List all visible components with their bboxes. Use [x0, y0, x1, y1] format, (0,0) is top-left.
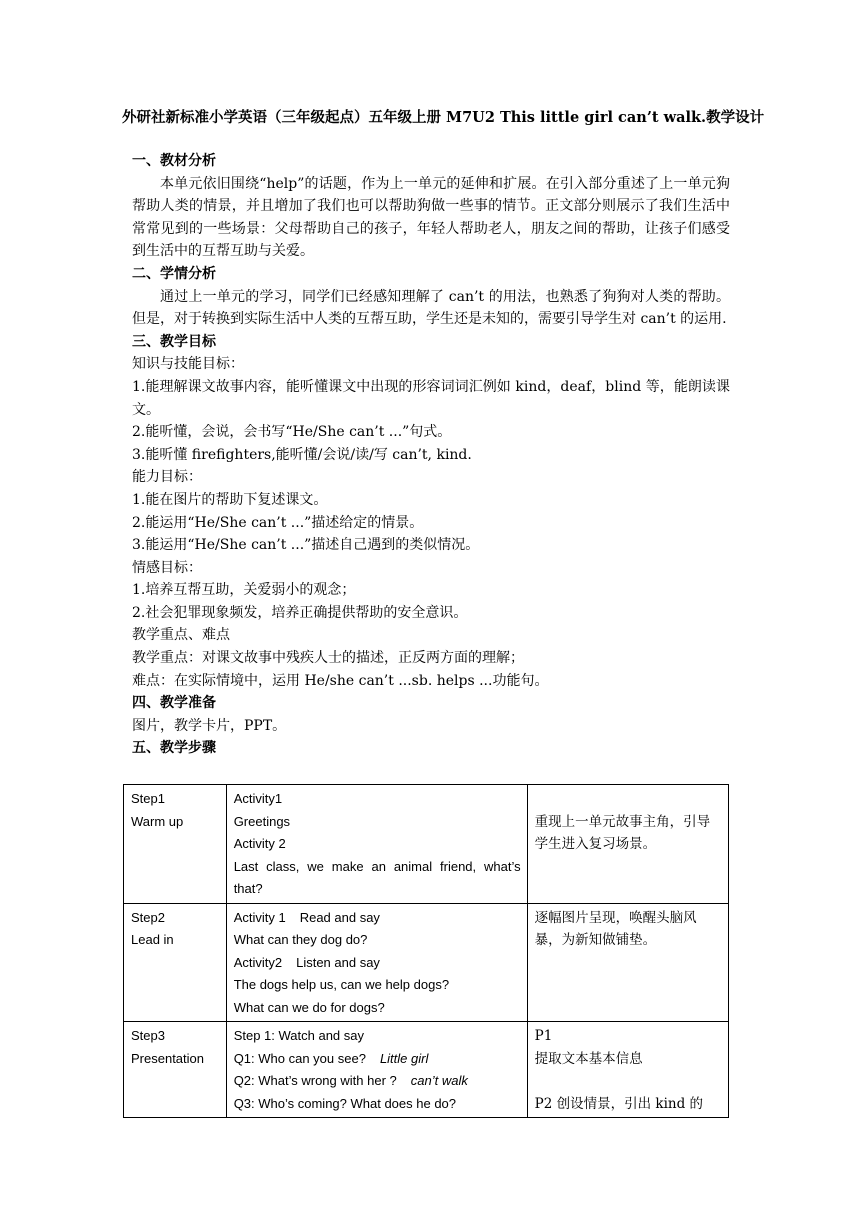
- document-body: [132, 150, 730, 760]
- activity-line: Read and say: [299, 909, 380, 925]
- knowledge-goal-3: 3.能听懂 firefighters,能听懂/会说/读/写 can’t, kind.: [132, 446, 472, 463]
- step-cell: [124, 785, 227, 904]
- note-text: 重现上一单元故事主角，引导学生进入复习场景。: [534, 813, 711, 852]
- section-heading-student-analysis: 二、学情分析: [132, 265, 216, 282]
- knowledge-goals-label: 知识与技能目标：: [132, 356, 244, 373]
- section-heading-preparation: 四、教学准备: [132, 695, 216, 712]
- activity-cell: [226, 1022, 527, 1118]
- table-row: [124, 785, 729, 904]
- activity-line: Activity 1: [233, 909, 286, 925]
- emotion-goal-1: 1.培养互帮互助，关爱弱小的观念；: [132, 582, 356, 599]
- teaching-focus: 教学重点：对课文故事中残疾人士的描述，正反两方面的理解；: [132, 650, 524, 667]
- step-stage: Lead in: [131, 932, 174, 947]
- activity-line: What can they dog do?: [233, 932, 368, 947]
- ability-goal-1: 1.能在图片的帮助下复述课文。: [132, 491, 328, 508]
- step-cell: [124, 1022, 227, 1118]
- section-heading-textbook-analysis: 一、教材分析: [132, 153, 216, 169]
- student-analysis-paragraph: 通过上一单元的学习，同学们已经感知理解了 can’t 的用法，也熟悉了狗狗对人类的帮助。但是，对于转换到实际生活中人类的互帮互助，学生还是未知的，需要引导学生对 can’t 的运用.: [132, 288, 730, 328]
- note-cell: [527, 903, 728, 1022]
- activity-line: What can we do for dogs?: [233, 999, 385, 1015]
- step-number: Step1: [131, 791, 165, 806]
- activity-line: Step 1: Watch and say: [233, 1028, 364, 1043]
- step-number: Step3: [131, 1028, 165, 1043]
- activity-answer: Little girl: [379, 1050, 429, 1066]
- activity-line: Q3: Who’s coming? What does he do?: [233, 1095, 457, 1111]
- activity-line: Listen and say: [296, 954, 380, 970]
- activity-cell: [226, 785, 527, 904]
- ability-goal-3: 3.能运用“He/She can’t ...”描述自己遇到的类似情况。: [132, 537, 480, 554]
- note-text: 提取文本基本信息: [534, 1050, 643, 1067]
- step-cell: [124, 903, 227, 1022]
- document-title: 外研社新标准小学英语（三年级起点）五年级上册 M7U2 This little girl can’t walk.教学设计: [122, 109, 765, 126]
- step-number: Step2: [131, 909, 165, 925]
- knowledge-goal-2: 2.能听懂，会说，会书写“He/She can’t ...”句式。: [132, 424, 452, 441]
- activity-line: Q2: What’s wrong with her ?: [233, 1073, 397, 1088]
- table-row: [124, 903, 729, 1022]
- activity-line: Activity 2: [233, 836, 286, 851]
- activity-answer: can’t walk: [410, 1073, 468, 1088]
- note-label: P1: [534, 1028, 553, 1044]
- step-stage: Presentation: [131, 1050, 204, 1066]
- step-stage: Warm up: [131, 813, 184, 829]
- activity-cell: [226, 903, 527, 1022]
- ability-goal-2: 2.能运用“He/She can’t ...”描述给定的情景。: [132, 514, 424, 531]
- section-heading-teaching-goals: 三、教学目标: [132, 333, 216, 350]
- note-text: P2 创设情景，引出 kind 的: [534, 1095, 704, 1112]
- activity-line: The dogs help us, can we help dogs?: [233, 977, 450, 992]
- activity-line: Greetings: [233, 813, 291, 829]
- focus-difficulty-label: 教学重点、难点: [132, 627, 230, 644]
- activity-line: Activity2: [233, 954, 283, 970]
- teaching-difficulty: 难点：在实际情境中，运用 He/she can’t ...sb. helps ...功能句。: [132, 672, 549, 689]
- knowledge-goal-1: 1.能理解课文故事内容，能听懂课文中出现的形容词词汇例如 kind，deaf，blind 等，能朗读课文。: [132, 378, 730, 418]
- preparation-paragraph: 图片，教学卡片，PPT。: [132, 717, 287, 734]
- activity-line: Last class, we make an animal friend, what’s that?: [233, 858, 521, 896]
- textbook-analysis-paragraph: 本单元依旧围绕“help”的话题，作为上一单元的延伸和扩展。在引入部分重述了上一单元狗帮助人类的情景，并且增加了我们也可以帮助狗做一些事的情节。正文部分则展示了我们生活中常常见到的一些场景：父母帮助自己的孩子，年轻人帮助老人，朋友之间的帮助，让孩子们感受到生活中的互帮互助与关爱。: [132, 175, 730, 260]
- emotion-goal-2: 2.社会犯罪现象频发，培养正确提供帮助的安全意识。: [132, 604, 468, 621]
- note-cell: [527, 1022, 728, 1118]
- table-row: [124, 1022, 729, 1118]
- note-cell: [527, 785, 728, 904]
- teaching-steps-table: [123, 784, 729, 1118]
- activity-line: Activity1: [233, 791, 283, 806]
- note-text: 逐幅图片呈现，唤醒头脑风暴，为新知做铺垫。: [534, 909, 697, 948]
- activity-line: Q1: Who can you see?: [233, 1050, 366, 1066]
- ability-goals-label: 能力目标：: [132, 469, 202, 486]
- section-heading-teaching-steps: 五、教学步骤: [132, 740, 216, 757]
- emotion-goals-label: 情感目标：: [132, 559, 202, 576]
